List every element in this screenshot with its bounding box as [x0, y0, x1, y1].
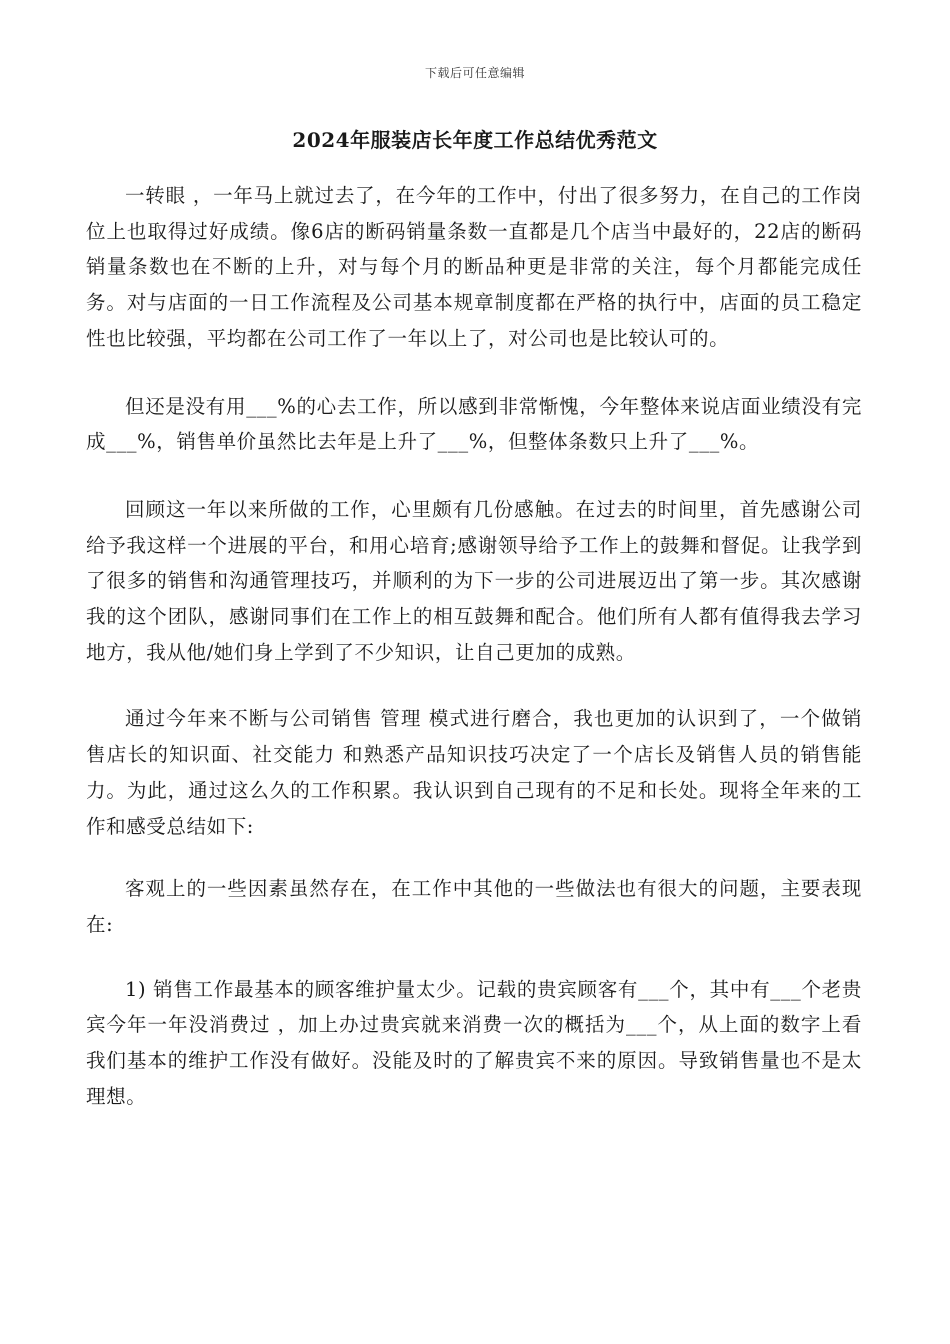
paragraph-insight: 通过今年来不断与公司销售 管理 模式进行磨合，我也更加的认识到了，一个做销售店长的知识面、社交能力 和熟悉产品知识技巧决定了一个店长及销售人员的销售能力。为此，通过这么久的工作积累。我认识到自己现有的不足和长处。现将全年来的工作和感受总结如下: [86, 707, 862, 838]
paragraph-intro: 一转眼 ，一年马上就过去了，在今年的工作中，付出了很多努力，在自己的工作岗位上也取得过好成绩。像6店的断码销量条数一直都是几个店当中最好的，22店的断码销量条数也在不断的上升，对与每个月的断品种更是非常的关注，每个月都能完成任务。对与店面的一日工作流程及公司基本规章制度都在严格的执行中，店面的员工稳定性也比较强，平均都在公司工作了一年以上了，对公司也是比较认可的。 [86, 184, 862, 350]
paragraph-shortfall: 但还是没有用___%的心去工作，所以感到非常惭愧，今年整体来说店面业绩没有完成___%，销售单价虽然比去年是上升了___%，但整体条数只上升了___%。 [86, 394, 862, 454]
paragraph-problems-intro: 客观上的一些因素虽然存在，在工作中其他的一些做法也有很大的问题，主要表现在: [86, 877, 862, 936]
paragraph-review: 回顾这一年以来所做的工作，心里颇有几份感触。在过去的时间里，首先感谢公司给予我这样一个进展的平台，和用心培育;感谢领导给予工作上的鼓舞和督促。让我学到了很多的销售和沟通管理技巧，并顺利的为下一步的公司进展迈出了第一步。其次感谢我的这个团队，感谢同事们在工作上的相互鼓舞和配合。他们所有人都有值得我去学习地方，我从他/她们身上学到了不少知识，让自己更加的成熟。 [86, 497, 862, 664]
document-title: 2024年服装店长年度工作总结优秀范文 [292, 128, 658, 152]
header-note: 下载后可任意编辑 [424, 66, 525, 80]
paragraph-problem-1: 1) 销售工作最基本的顾客维护量太少。记载的贵宾顾客有___个，其中有___个老贵宾今年一年没消费过 ，加上办过贵宾就来消费一次的概括为___个，从上面的数字上看我们基本的维护工作没有做好。没能及时的了解贵宾不来的原因。导致销售量也不是太理想。 [86, 977, 862, 1108]
document-body [86, 178, 862, 1114]
